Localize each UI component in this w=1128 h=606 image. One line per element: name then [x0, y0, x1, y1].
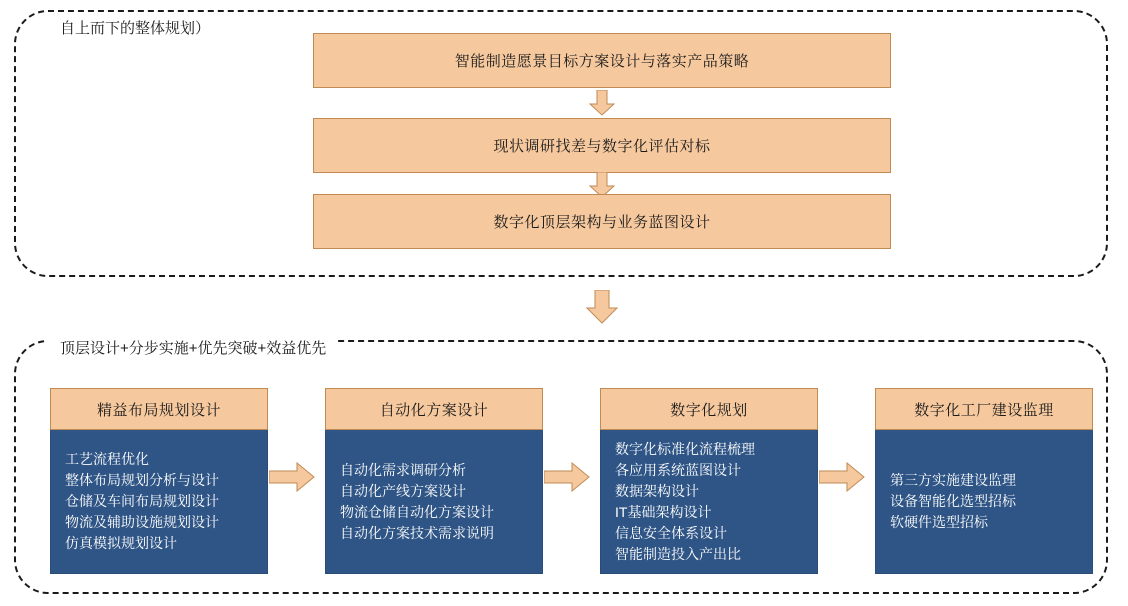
list-item: 仿真模拟规划设计 [65, 535, 177, 551]
group-top-title: 自上而下的整体规划） [48, 16, 222, 43]
flow-card [325, 388, 543, 574]
top-flow-step-1: 智能制造愿景目标方案设计与落实产品策略 [313, 33, 891, 88]
list-item: 整体布局规划分析与设计 [65, 472, 219, 488]
flow-card-title: 自动化方案设计 [325, 388, 543, 430]
list-item: 自动化方案技术需求说明 [340, 524, 494, 541]
list-item: IT基础架构设计 [615, 503, 712, 520]
list-item: 自动化产线方案设计 [340, 482, 466, 499]
list-item: 仓储及车间布局规划设计 [65, 493, 219, 509]
list-item: 数据架构设计 [615, 482, 699, 499]
arrow-right-icon [269, 462, 315, 492]
flow-card [50, 388, 268, 574]
flow-card-title: 精益布局规划设计 [50, 388, 268, 430]
flow-card [600, 388, 818, 574]
arrow-down-icon [589, 90, 615, 116]
flow-card-items [50, 430, 268, 574]
list-item: 软硬件选型招标 [890, 514, 988, 530]
list-item: 第三方实施建设监理 [890, 472, 1016, 488]
flow-card-title: 数字化规划 [600, 388, 818, 430]
list-item: 信息安全体系设计 [615, 524, 727, 541]
arrow-down-icon [586, 290, 618, 324]
group-bottom-title: 顶层设计+分步实施+优先突破+效益优先 [48, 336, 338, 363]
arrow-right-icon [544, 462, 590, 492]
top-flow-step-2: 现状调研找差与数字化评估对标 [313, 118, 891, 173]
flow-card [875, 388, 1093, 574]
arrow-right-icon [819, 462, 865, 492]
list-item: 物流及辅助设施规划设计 [65, 514, 219, 530]
flow-card-title: 数字化工厂建设监理 [875, 388, 1093, 430]
top-flow-step-3: 数字化顶层架构与业务蓝图设计 [313, 194, 891, 249]
list-item: 物流仓储自动化方案设计 [340, 503, 494, 520]
flow-card-items [325, 430, 543, 574]
list-item: 数字化标准化流程梳理 [615, 440, 755, 457]
flow-card-items [600, 430, 818, 574]
list-item: 自动化需求调研分析 [340, 461, 466, 478]
list-item: 智能制造投入产出比 [615, 545, 741, 562]
list-item: 设备智能化选型招标 [890, 493, 1016, 509]
list-item: 各应用系统蓝图设计 [615, 461, 741, 478]
list-item: 工艺流程优化 [65, 451, 149, 467]
flow-card-items [875, 430, 1093, 574]
